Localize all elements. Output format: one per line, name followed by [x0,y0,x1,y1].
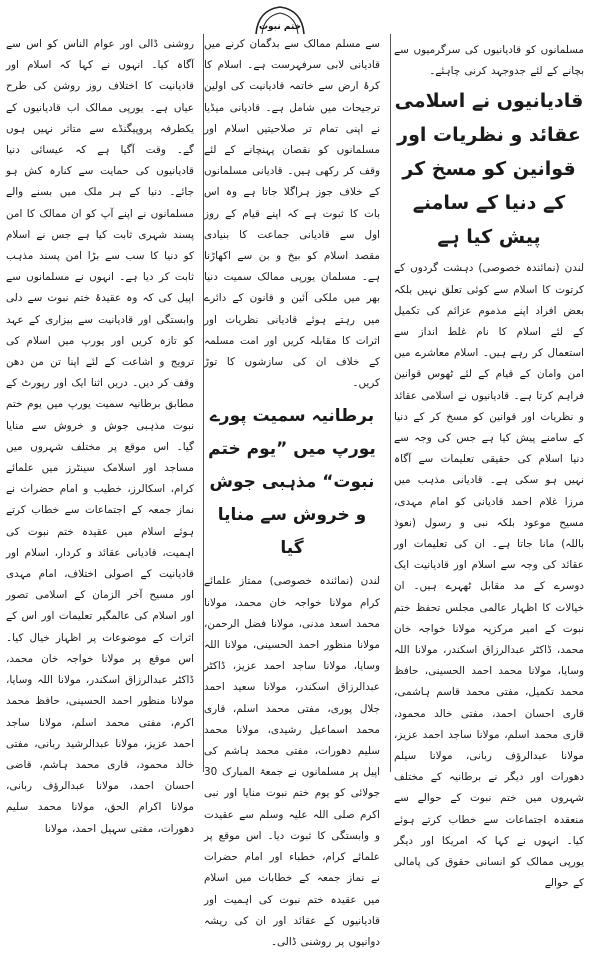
column-divider [390,34,391,772]
column-right [394,40,584,890]
khatm-e-nabuwwat-logo [252,4,308,36]
article-body-right: لندن (نمائندہ خصوصی) دہشت گردوں کے کرتوت کا اسلام سے کوئی تعلق نہیں بلکہ بعض افراد اپنے مذموم عزائم کی تکمیل کے لئے اسلام کا نام غلط انداز سے استعمال کر رہے ہیں۔ اسلام معاشرے میں امن وامان کے قیام کے لئے ٹھوس قوانین فراہم کرتا ہے۔ قادیانیوں نے اسلامی عقائد و نظریات اور قوانین کو مسخ کر کے دنیا کے سامنے پیش کیا ہے جس کی وجہ سے دنیا اسلام کی حقیقی تعلیمات سے آگاہ نہیں ہو سکی ہے۔ قادیانی مذہب میں مرزا غلام احمد قادیانی کو امام مہدی، مسیح موعود بلکہ نبی و رسول (نعوذ باللہ) مانا جاتا ہے۔ ان کی تعلیمات اور عقائد کی وجہ سے اسلام اور قادیانیت ایک دوسرے کے مد مقابل ٹھہرے ہیں۔ ان خیالات کا اظہار عالمی مجلس تحفظ ختم نبوت کے امیر مرکزیہ مولانا خواجہ خان محمد، ڈاکٹر عبدالرزاق اسکندر، مولانا اللہ وسایا، مولانا محمد احمد الحسینی، حافظ محمد تکمیل، مفتی محمد قاسم ہاشمی، قاری احسان احمد، مفتی خالد محمود، قاری محمد اسلم، مولانا ساجد احمد عزیز، مولانا عبدالرؤف ربانی، مولانا سیلم دھورات اور دیگر نے برطانیہ کے مختلف شہروں میں ختم نبوت کے حوالے سے منعقدہ اجتماعات سے خطاب کرتے ہوئے کیا۔ انہوں نے کہا کہ امریکا اور دیگر یورپی ممالک کو انسانی حقوق کی پامالی کے حوالے [394,262,584,890]
logo-text: ختم نبوت [258,22,302,32]
column-middle [204,34,380,948]
column-left [6,34,194,835]
article-body-left: روشنی ڈالی اور عوام الناس کو اس سے آگاہ کیا۔ انہوں نے کہا کہ اسلام اور قادیانیت کا اختلاف روز روشن کی طرح عیاں ہے۔ یورپی ممالک اب قادیانیوں کے یکطرفہ پروپیگنڈے سے متاثر نہیں ہوں گے۔ وقت آگیا ہے کہ عیسائی دنیا قادیانیوں کی حمایت سے کنارہ کش ہو جائے۔ دنیا کے ہر ملک میں بسنے والے مسلمانوں نے اپنے آپ کو ان ممالک کا امن پسند شہری ثابت کیا ہے جس نے اسلام کو دنیا کا سب سے بڑا امن پسند مذہب ثابت کر دیا ہے۔ انہوں نے مسلمانوں سے اپیل کی کہ وہ عقیدۂ ختم نبوت سے دلی وابستگی اور قادیانیت سے بیزاری کے عہد کو تازہ کریں اور یورپ میں اسلام کی ترویج و اشاعت کے لئے اپنا تن من دھن وقف کر دیں۔ دریں اثنا ایک اور رپورٹ کے مطابق برطانیہ سمیت یورپ میں یوم ختم نبوت مذہبی جوش و خروش سے منایا گیا۔ اس موقع پر مختلف شہروں میں مساجد اور اسلامک سینٹرز میں علمائے کرام، اسکالرز، خطیب و امام حضرات نے نماز جمعہ کے اجتماعات سے خطاب کرتے ہوئے اسلام میں عقیدہ ختم نبوت کی اہمیت، قادیانی عقائد و کردار، اسلام اور قادیانیت کے اصولی اختلاف، امام مہدی اور مسیح آخر الزمان کے اسلامی تصور اور اسلام کی عالمگیر تعلیمات اور اس کے اثرات کے موضوعات پر اظہار خیال کیا۔ اس موقع پر مولانا خواجہ خان محمد، ڈاکٹر عبدالرزاق اسکندر، مولانا اللہ وسایا، مولانا منظور احمد الحسینی، حافظ محمد اکرم، مفتی محمد اسلم، مولانا ساجد احمد عزیز، مولانا عبدالرشید ربانی، مفتی خالد محمود، قاری محمد ہاشم، قاضی احسان احمد، مولانا عبدالرؤف ربانی، مولانا اکرام الحق، مولانا محمد سلیم دھورات، مفتی سہیل احمد، مولانا [6,38,194,835]
intro-paragraph: مسلمانوں کو قادیانیوں کی سرگرمیوں سے بچانے کے لئے جدوجہد کرنی چاہئے۔ [394,44,584,78]
article-body-mid-top: سے مسلم ممالک سے بدگمان کرنے میں قادیانی لابی سرفہرست ہے۔ اسلام کا کرۂ ارض سے خاتمہ قادیانیت کی اولین ترجیحات میں شامل ہے۔ قادیانی میڈیا نے اپنی تمام تر صلاحیتیں اسلام اور مسلمانوں کو نقصان پہنچانے کے لئے وقف کر رکھی ہیں۔ قادیانی مسلمانوں کے خلاف جوز ہراگلا جاتا ہے وہ اس بات کا ثبوت ہے کہ اپنے قیام کے روز اول سے قادیانی جماعت کا بنیادی مقصد اسلام کو بیخ و بن سے اکھاڑنا ہے۔ مسلمان یورپی ممالک سمیت دنیا بھر میں ملکی آئین و قانون کے دائرے میں رہتے ہوئے قادیانی نظریات اور اثرات کا مقابلہ کریں اور امت مسلمہ کے خلاف ان کی سازشوں کا توڑ کریں۔ [204,38,380,390]
headline-youm-e-khatm-e-nabuwwat: برطانیہ سمیت پورے یورپ میں ”یوم ختم نبوت“ مذہبی جوش و خروش سے منایا گیا [208,406,376,559]
headline-qadianis: قادیانیوں نے اسلامی عقائد و نظریات اور قوانین کو مسخ کر کے دنیا کے سامنے پیش کیا ہے [394,90,584,249]
article-body-mid-bottom: لندن (نمائندہ خصوصی) ممتاز علمائے کرام مولانا خواجہ خان محمد، مولانا محمد اسعد مدنی، مولانا فضل الرحمن، مولانا منظور احمد الحسینی، مولانا اللہ وسایا، مولانا ساجد احمد عزیز، ڈاکٹر عبدالرزاق اسکندر، مولانا سعید احمد جلال پوری، مفتی محمد اسلم، قاری محمد اسماعیل رشیدی، مولانا محمد سلیم دھورات، مفتی محمد ہاشم کی اپیل پر مسلمانوں نے جمعۃ المبارک 30 جولائی کو یوم ختم نبوت منایا اور نبی اکرم صلی اللہ علیہ وسلم سے عقیدت و وابستگی کا ثبوت دیا۔ اس موقع پر علمائے کرام، خطباء اور امام حضرات نے نماز جمعہ کے خطابات میں اسلام میں عقیدہ ختم نبوت کی اہمیت اور قادیانیوں کے عقائد اور ان کی ریشہ دوانیوں پر روشنی ڈالی۔ [204,575,380,948]
